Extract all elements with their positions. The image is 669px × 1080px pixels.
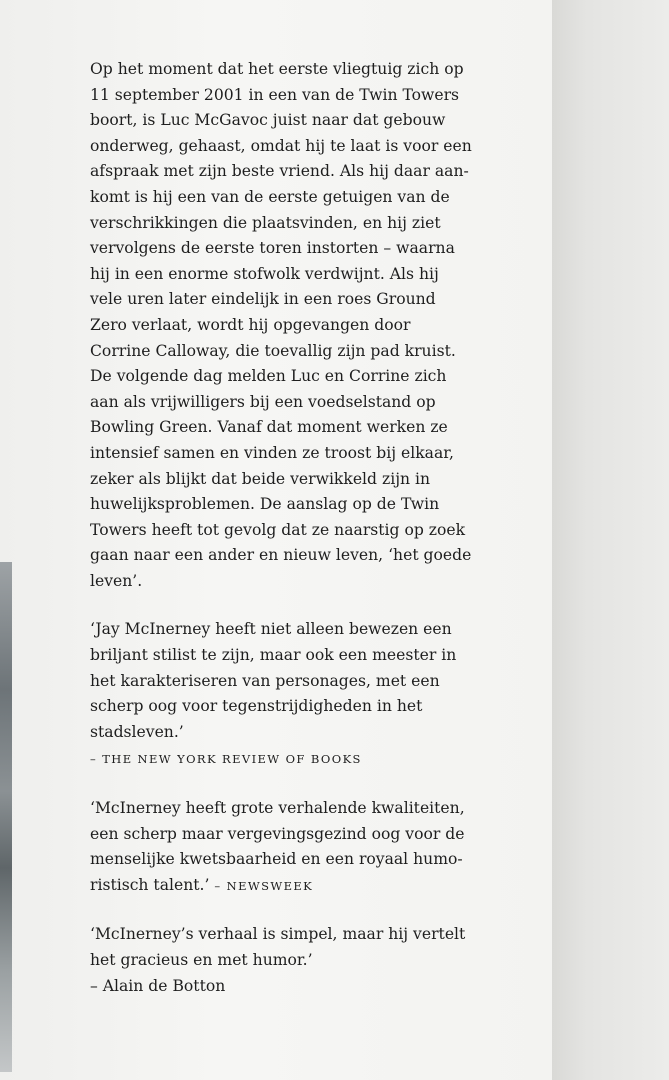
quote-line: een scherp maar vergevingsgezind oog voor de — [90, 824, 465, 843]
synopsis-line: Bowling Green. Vanaf dat moment werken ze — [90, 418, 448, 437]
synopsis-line: zeker als blijkt dat beide verwikkeld zijn in — [90, 469, 431, 488]
review-quote-newsweek — [90, 796, 490, 899]
synopsis-line: leven’. — [90, 571, 143, 590]
synopsis-line: boort, is Luc McGavoc juist naar dat gebouw — [90, 111, 446, 130]
quote-source: – NEWSWEEK — [214, 878, 314, 893]
cover-edge — [552, 0, 669, 1080]
quote-line-text: ristisch talent.’ — [90, 875, 210, 894]
synopsis-line: Zero verlaat, wordt hij opgevangen door — [90, 315, 411, 334]
synopsis-line: huwelijksproblemen. De aanslag op de Twin — [90, 495, 440, 514]
quote-source: – THE NEW YORK REVIEW OF BOOKS — [90, 752, 362, 767]
quote-line: ‘McInerney heeft grote verhalende kwaliteiten, — [90, 799, 465, 818]
paragraph-gap — [90, 594, 490, 617]
synopsis-line: Towers heeft tot gevolg dat ze naarstig op zoek — [90, 520, 466, 539]
blurb-text — [90, 57, 490, 999]
synopsis-line: gaan naar een ander en nieuw leven, ‘het goede — [90, 546, 472, 565]
quote-line: scherp oog voor tegenstrijdigheden in het — [90, 697, 423, 716]
review-quote-de-botton — [90, 922, 490, 999]
quote-line: het gracieus en met humor.’ — [90, 951, 313, 969]
cover-photo-edge — [0, 562, 12, 1072]
synopsis-line: De volgende dag melden Luc en Corrine zich — [90, 367, 447, 386]
review-quote-nyrb — [90, 617, 490, 773]
paragraph-gap — [90, 899, 490, 922]
quote-source: – Alain de Botton — [90, 976, 226, 995]
quote-line — [90, 873, 490, 900]
quote-line: briljant stilist te zijn, maar ook een meester in — [90, 646, 457, 665]
synopsis-line: komt is hij een van de eerste getuigen van de — [90, 187, 450, 206]
quote-line: ‘McInerney’s verhaal is simpel, maar hij vertelt — [90, 925, 466, 944]
synopsis-line: hij in een enorme stofwolk verdwijnt. Als hij — [90, 264, 439, 283]
quote-line: stadsleven.’ — [90, 722, 184, 741]
synopsis-line: verschrikkingen die plaatsvinden, en hij ziet — [90, 213, 441, 232]
paragraph-gap — [90, 773, 490, 796]
synopsis-line: afspraak met zijn beste vriend. Als hij daar aan- — [90, 162, 469, 181]
synopsis-line: 11 september 2001 in een van de Twin Towers — [90, 85, 460, 104]
synopsis-line: aan als vrijwilligers bij een voedselstand op — [90, 392, 436, 411]
quote-line: menselijke kwetsbaarheid en een royaal humo- — [90, 850, 463, 869]
synopsis-line: onderweg, gehaast, omdat hij te laat is voor een — [90, 136, 472, 155]
synopsis-line: vele uren later eindelijk in een roes Ground — [90, 290, 436, 309]
synopsis-line: vervolgens de eerste toren instorten – waarna — [90, 239, 455, 258]
synopsis-line: Corrine Calloway, die toevallig zijn pad kruist. — [90, 341, 456, 360]
synopsis — [90, 57, 490, 594]
synopsis-line: Op het moment dat het eerste vliegtuig zich op — [90, 60, 464, 78]
synopsis-line: intensief samen en vinden ze troost bij elkaar, — [90, 443, 454, 462]
quote-line: ‘Jay McInerney heeft niet alleen bewezen een — [90, 620, 452, 639]
quote-line: het karakteriseren van personages, met een — [90, 671, 440, 690]
